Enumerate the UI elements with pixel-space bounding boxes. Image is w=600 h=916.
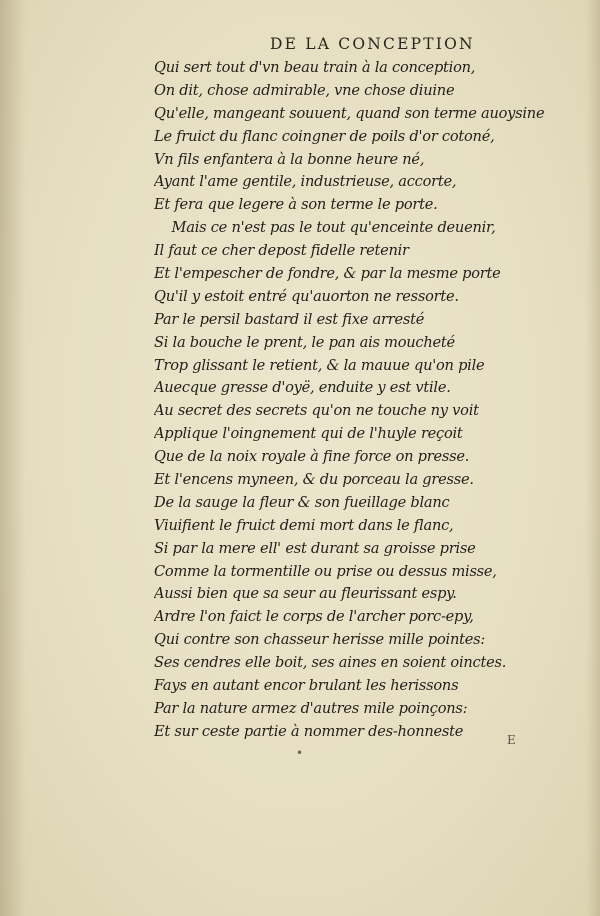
verse-line: Fays en autant encor brulant les herissons [154,677,459,695]
verse-line: Il faut ce cher depost fidelle retenir [154,242,409,260]
dot-mark: • [296,746,304,760]
verse-line: Qu'elle, mangeant souuent, quand son terme auoysine [154,104,545,122]
verse-line: Par la nature armez d'autres mile poinçons: [154,699,468,717]
verse-line: Ardre l'on faict le corps de l'archer porc-epy, [154,608,474,626]
verse-list [154,57,594,744]
verse-line: Et sur ceste partie à nommer des-honneste [154,722,464,740]
verse-line: Et l'empescher de fondre, & par la mesme porte [154,265,501,283]
verse-line: Qui sert tout d'vn beau train à la conception, [154,59,476,76]
verse-line: Et fera que legere à son terme le porte. [154,196,438,214]
verse-line: Aussi bien que sa seur au fleurissant espy. [154,585,457,603]
verse-line: Vn fils enfantera à la bonne heure né, [154,150,425,168]
verse-line: De la sauge la fleur & son fueillage blanc [154,493,450,511]
verse-line: On dit, chose admirable, vne chose diuine [154,81,455,99]
verse-line: Au secret des secrets qu'on ne touche ny voit [154,402,479,420]
running-title: DE LA CONCEPTION [270,35,475,53]
verse-line: Mais ce n'est pas le tout qu'enceinte deuenir, [154,219,496,237]
verse-line: Et l'encens myneen, & du porceau la gresse. [154,471,474,489]
verse-line: Le fruict du flanc coingner de poils d'or cotoné, [154,127,495,145]
verse-line: Viuifient le fruict demi mort dans le flanc, [154,516,454,534]
verse-line: Si par la mere ell' est durant sa groisse prise [154,539,476,557]
margin-mark: E [507,733,516,747]
verse-line: Que de la noix royale à fine force on presse. [154,448,470,466]
verse-line: Ayant l'ame gentile, industrieuse, accorte, [154,173,457,191]
verse-line: Auecque gresse d'oyë, enduite y est vtile. [154,379,451,397]
verse-line: Trop glissant le retient, & la mauue qu'on pile [154,356,485,374]
verse-line: Si la bouche le prent, le pan ais moucheté [154,333,455,351]
gutter-shadow [0,0,26,916]
verse-line: Ses cendres elle boit, ses aines en soient oinctes. [154,654,507,672]
verse-line: Comme la tormentille ou prise ou dessus misse, [154,562,497,580]
verse-line: Applique l'oingnement qui de l'huyle reçoit [154,425,463,443]
verse-line: Qui contre son chasseur herisse mille pointes: [154,631,486,649]
verse-line: Qu'il y estoit entré qu'auorton ne ressorte. [154,287,459,305]
verse-line: Par le persil bastard il est fixe arresté [154,310,425,328]
